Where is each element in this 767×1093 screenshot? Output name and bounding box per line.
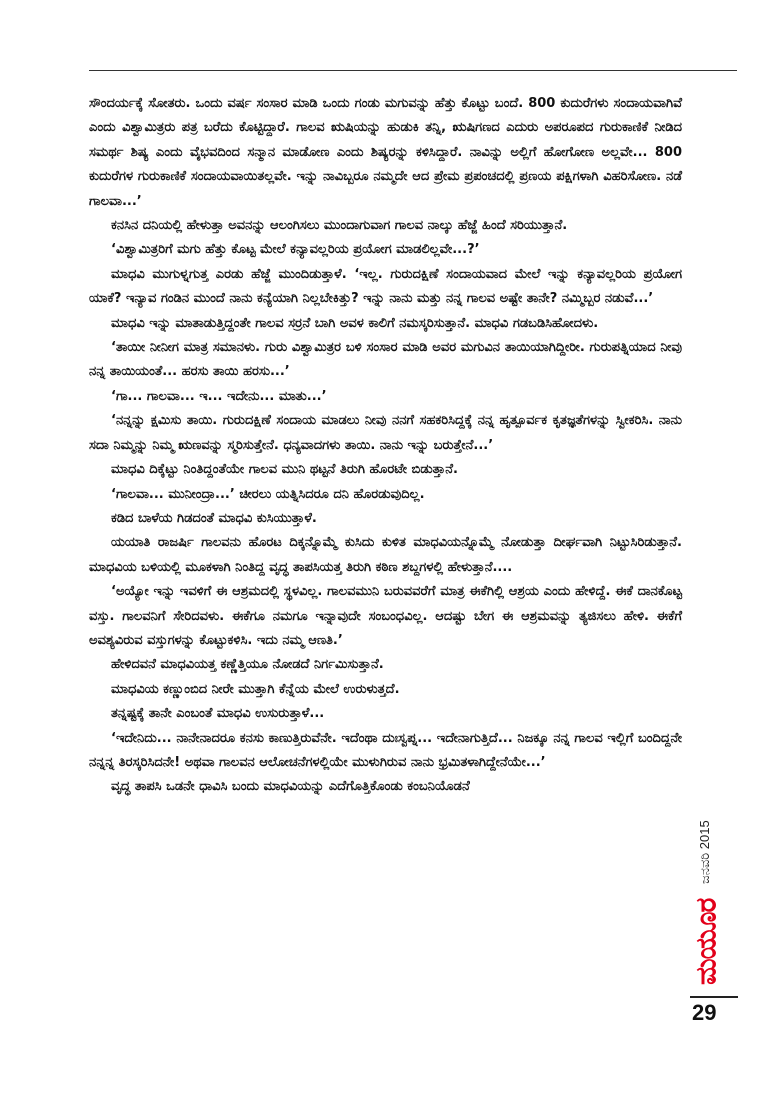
- story-paragraph: ‘ಗಾ... ಗಾಲವಾ... ಇ... ಇದೇನು... ಮಾತು...’: [111, 388, 327, 404]
- page-number: 29: [692, 1000, 717, 1025]
- story-paragraph: ‘ಗಾಲವಾ... ಮುನೀಂದ್ರಾ...’ ಚೀರಲು ಯತ್ನಿಸಿದರೂ ದನಿ ಹೊರಡುವುದಿಲ್ಲ.: [111, 486, 425, 502]
- story-paragraph: ಯಯಾತಿ ರಾಜರ್ಷಿ ಗಾಲವನು ಹೊರಟ ದಿಕ್ಕನ್ನೊಮ್ಮೆ ಕುಸಿದು ಕುಳಿತ ಮಾಧವಿಯನ್ನೊಮ್ಮೆ ನೋಡುತ್ತಾ ದೀರ್ಘವಾಗಿ ನಿಟ್ಟುಸಿರಿಡುತ್ತಾನೆ. ಮಾಧವಿಯ ಬಳಿಯಲ್ಲಿ ಮೂಕಳಾಗಿ ನಿಂತಿದ್ದ ವೃದ್ಧ ತಾಪಸಿಯತ್ತ ತಿರುಗಿ ಕಠಿಣ ಶಬ್ದಗಳಲ್ಲಿ ಹೇಳುತ್ತಾನೆ....: [89, 535, 682, 575]
- story-paragraph: ವೃದ್ಧ ತಾಪಸಿ ಒಡನೇ ಧಾವಿಸಿ ಬಂದು ಮಾಧವಿಯನ್ನು ಎದೆಗೊತ್ತಿಕೊಂಡು ಕಂಬನಿಯೊಡನೆ: [111, 779, 470, 795]
- story-paragraph: ಮಾಧವಿ ಇನ್ನು ಮಾತಾಡುತ್ತಿದ್ದಂತೇ ಗಾಲವ ಸರ್ರನೆ ಬಾಗಿ ಅವಳ ಕಾಲಿಗೆ ನಮಸ್ಕರಿಸುತ್ತಾನೆ. ಮಾಧವಿ ಗಡಬಡಿಸಿಹೋದಳು.: [111, 315, 599, 331]
- story-paragraph: ಕನಸಿನ ದನಿಯಲ್ಲಿ ಹೇಳುತ್ತಾ ಅವನನ್ನು ಆಲಂಗಿಸಲು ಮುಂದಾಗುವಾಗ ಗಾಲವ ನಾಲ್ಕು ಹೆಜ್ಜೆ ಹಿಂದೆ ಸರಿಯುತ್ತಾನೆ.: [111, 218, 568, 234]
- story-paragraph: ಮಾಧವಿಯ ಕಣ್ಣುಂಬಿದ ನೀರೇ ಮುತ್ತಾಗಿ ಕೆನ್ನೆಯ ಮೇಲೆ ಉರುಳುತ್ತದೆ.: [111, 681, 400, 697]
- magazine-logo: ಮಯೂರ: [689, 898, 723, 986]
- story-paragraph: ಮಾಧವಿ ಮುಗುಳ್ನಗುತ್ತ ಎರಡು ಹೆಜ್ಜೆ ಮುಂದಿಡುತ್ತಾಳೆ. ‘ಇಲ್ಲ. ಗುರುದಕ್ಷಿಣೆ ಸಂದಾಯವಾದ ಮೇಲೆ ಇನ್ನು ಕನ್ಯಾವಲ್ಲರಿಯ ಪ್ರಯೋಗ ಯಾಕೆ? ಇನ್ಯಾವ ಗಂಡಿನ ಮುಂದೆ ನಾನು ಕನ್ಯೆಯಾಗಿ ನಿಲ್ಲಬೇಕಿತ್ತು? ಇನ್ನು ನಾನು ಮತ್ತು ನನ್ನ ಗಾಲವ ಅಷ್ಟೇ ತಾನೇ? ನಮ್ಮಿಬ್ಬರ ನಡುವೆ...’: [89, 266, 682, 307]
- story-paragraph: ‘ನನ್ನನ್ನು ಕ್ಷಮಿಸು ತಾಯಿ. ಗುರುದಕ್ಷಿಣೆ ಸಂದಾಯ ಮಾಡಲು ನೀವು ನನಗೆ ಸಹಕರಿಸಿದ್ದಕ್ಕೆ ನನ್ನ ಹೃತ್ಪೂರ್ವಕ ಕೃತಜ್ಞತೆಗಳನ್ನು ಸ್ವೀಕರಿಸಿ. ನಾನು ಸದಾ ನಿಮ್ಮನ್ನು ನಿಮ್ಮ ಋಣವನ್ನು ಸ್ಮರಿಸುತ್ತೇನೆ. ಧನ್ಯವಾದಗಳು ತಾಯಿ. ನಾನು ಇನ್ನು ಬರುತ್ತೇನೆ...’: [89, 413, 682, 453]
- story-paragraph: ಮಾಧವಿ ದಿಕ್ಕೆಟ್ಟು ನಿಂತಿದ್ದಂತೆಯೇ ಗಾಲವ ಮುನಿ ಥಟ್ಟನೆ ತಿರುಗಿ ಹೊರಟೇ ಬಿಡುತ್ತಾನೆ.: [111, 462, 458, 478]
- header-rule: [89, 70, 737, 71]
- story-paragraph: ಹೇಳಿದವನೆ ಮಾಧವಿಯತ್ತ ಕಣ್ಣೆತ್ತಿಯೂ ನೋಡದೆ ನಿರ್ಗಮಿಸುತ್ತಾನೆ.: [111, 657, 384, 673]
- story-paragraph: ‘ತಾಯೀ ನೀನೀಗ ಮಾತ್ರ ಸಮಾನಳು. ಗುರು ವಿಶ್ವಾಮಿತ್ರರ ಬಳಿ ಸಂಸಾರ ಮಾಡಿ ಅವರ ಮಗುವಿನ ತಾಯಿಯಾಗಿದ್ದೀರೀ. ಗುರುಪತ್ನಿಯಾದ ನೀವು ನನ್ನ ತಾಯಿಯಂತೆ... ಹರಸು ತಾಯಿ ಹರಸು...’: [89, 340, 682, 380]
- issue-date: ಜನವರಿ 2015: [697, 820, 712, 884]
- story-paragraph: ‘ಅಯ್ಯೋ ಇನ್ನು ಇವಳಿಗೆ ಈ ಆಶ್ರಮದಲ್ಲಿ ಸ್ಥಳವಿಲ್ಲ. ಗಾಲವಮುನಿ ಬರುವವರೆಗೆ ಮಾತ್ರ ಈಕೆಗಿಲ್ಲಿ ಆಶ್ರಯ ಎಂದು ಹೇಳಿದ್ದೆ. ಈಕೆ ದಾನಕೊಟ್ಟ ವಸ್ತು. ಗಾಲವನಿಗೆ ಸೇರಿದವಳು. ಈಕೆಗೂ ನಮಗೂ ಇನ್ನಾವುದೇ ಸಂಬಂಧವಿಲ್ಲ. ಆದಷ್ಟು ಬೇಗ ಈ ಆಶ್ರಮವನ್ನು ತ್ಯಜಿಸಲು ಹೇಳಿ. ಈಕೆಗೆ ಅವಶ್ಯವಿರುವ ವಸ್ತುಗಳನ್ನು ಕೊಟ್ಟುಕಳಿಸಿ. ಇದು ನಮ್ಮ ಆಣತಿ.’: [89, 584, 682, 648]
- story-paragraph: ಸೌಂದರ್ಯಕ್ಕೆ ಸೋತರು. ಒಂದು ವರ್ಷ ಸಂಸಾರ ಮಾಡಿ ಒಂದು ಗಂಡು ಮಗುವನ್ನು ಹೆತ್ತು ಕೊಟ್ಟು ಬಂದೆ. 800 ಕುದುರೆಗಳು ಸಂದಾಯವಾಗಿವೆ ಎಂದು ವಿಶ್ವಾಮಿತ್ರರು ಪತ್ರ ಬರೆದು ಕೊಟ್ಟಿದ್ದಾರೆ. ಗಾಲವ ಋಷಿಯನ್ನು ಹುಡುಕಿ ತನ್ನಿ, ಋಷಿಗಣದ ಎದುರು ಅಪರೂಪದ ಗುರುಕಾಣಿಕೆ ನೀಡಿದ ಸಮರ್ಥ ಶಿಷ್ಯ ಎಂದು ವೈಭವದಿಂದ ಸನ್ಮಾನ ಮಾಡೋಣ ಎಂದು ಶಿಷ್ಯರನ್ನು ಕಳಿಸಿದ್ದಾರೆ. ನಾವಿನ್ನು ಅಲ್ಲಿಗೆ ಹೋಗೋಣ ಅಲ್ಲವೇ... 800 ಕುದುರೆಗಳ ಗುರುಕಾಣಿಕೆ ಸಂದಾಯವಾಯಿತಲ್ಲವೇ. ಇನ್ನು ನಾವಿಬ್ಬರೂ ನಮ್ಮದೇ ಆದ ಪ್ರೇಮ ಪ್ರಪಂಚದಲ್ಲಿ ಪ್ರಣಯ ಪಕ್ಷಿಗಳಾಗಿ ವಿಹರಿಸೋಣ. ನಡೆ ಗಾಲವಾ...’: [89, 96, 682, 209]
- story-paragraph: ತನ್ನಷ್ಟಕ್ಕೆ ತಾನೇ ಎಂಬಂತೆ ಮಾಧವಿ ಉಸುರುತ್ತಾಳೆ...: [111, 706, 325, 722]
- story-paragraph: ‘ವಿಶ್ವಾಮಿತ್ರರಿಗೆ ಮಗು ಹೆತ್ತು ಕೊಟ್ಟ ಮೇಲೆ ಕನ್ಯಾವಲ್ಲರಿಯ ಪ್ರಯೋಗ ಮಾಡಲಿಲ್ಲವೇ...?’: [111, 242, 480, 258]
- story-paragraph: ‘ಇದೇನಿದು... ನಾನೇನಾದರೂ ಕನಸು ಕಾಣುತ್ತಿರುವೆನೇ. ಇದೆಂಥಾ ದುಃಸ್ವಪ್ನ... ಇದೇನಾಗುತ್ತಿದೆ... ನಿಜಕ್ಕೂ ನನ್ನ ಗಾಲವ ಇಲ್ಲಿಗೆ ಬಂದಿದ್ದನೇ ನನ್ನನ್ನ ತಿರಸ್ಕರಿಸಿದನೇ! ಅಥವಾ ಗಾಲವನ ಆಲೋಚನೆಗಳಲ್ಲಿಯೇ ಮುಳುಗಿರುವ ನಾನು ಭ್ರಮಿತಳಾಗಿದ್ದೇನೆಯೇ...’: [89, 730, 682, 770]
- footer-rule: [690, 996, 738, 998]
- story-text-column: [89, 92, 682, 800]
- story-paragraph: ಕಡಿದ ಬಾಳೆಯ ಗಿಡದಂತೆ ಮಾಧವಿ ಕುಸಿಯುತ್ತಾಳೆ.: [111, 510, 317, 526]
